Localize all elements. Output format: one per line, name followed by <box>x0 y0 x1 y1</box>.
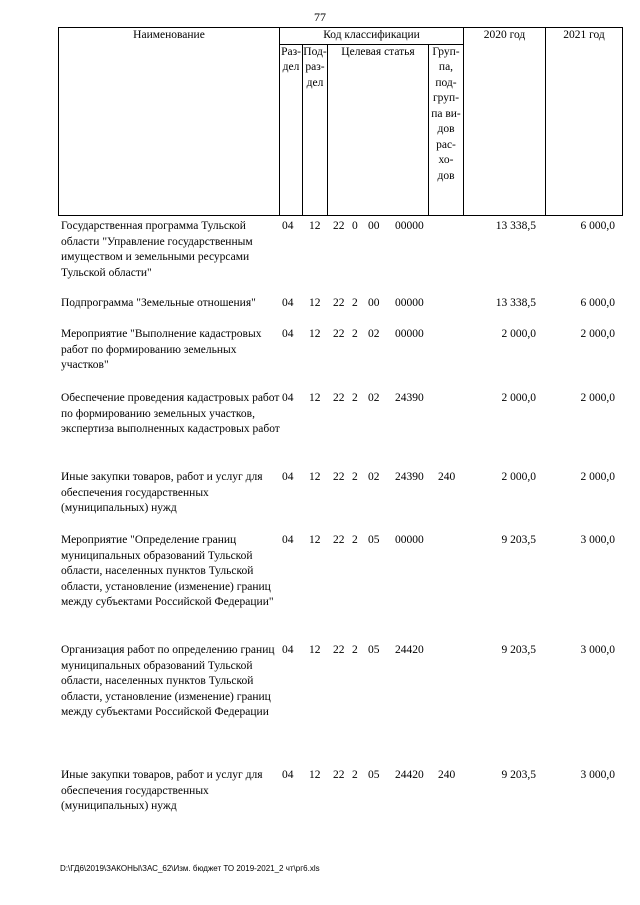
row-razdel: 04 <box>282 644 294 656</box>
row-cs-event: 00 <box>368 297 380 309</box>
row-razdel: 04 <box>282 471 294 483</box>
row-cs-event: 02 <box>368 471 380 483</box>
row-cs-subprogram: 2 <box>352 534 358 546</box>
row-cs-subprogram: 2 <box>352 471 358 483</box>
row-name: Подпрограмма "Земельные отношения" <box>61 297 256 309</box>
row-cs-event: 00 <box>368 220 380 232</box>
row-cs-subprogram: 2 <box>352 392 358 404</box>
row-razdel: 04 <box>282 328 294 340</box>
row-razdel: 04 <box>282 220 294 232</box>
row-cs-direction: 00000 <box>395 220 424 232</box>
row-2020: 9 203,5 <box>501 769 536 781</box>
row-podrazdel: 12 <box>309 328 321 340</box>
row-cs-direction: 00000 <box>395 297 424 309</box>
header-name: Наименование <box>59 28 280 216</box>
row-cs-program: 22 <box>333 328 345 340</box>
row-cs-direction: 00000 <box>395 534 424 546</box>
row-podrazdel: 12 <box>309 534 321 546</box>
row-podrazdel: 12 <box>309 644 321 656</box>
row-cs-program: 22 <box>333 769 345 781</box>
row-cs-direction: 24390 <box>395 392 424 404</box>
row-razdel: 04 <box>282 769 294 781</box>
row-2020: 2 000,0 <box>501 328 536 340</box>
row-2021: 2 000,0 <box>580 471 615 483</box>
row-name: Организация работ по определению границ муниципальных образований Тульской области, населенных пунктов Тульской области, установление (изменение) границ между субъектами Российской Федерации <box>61 644 275 718</box>
row-2021: 6 000,0 <box>580 297 615 309</box>
row-cs-program: 22 <box>333 220 345 232</box>
row-name: Государственная программа Тульской области "Управление государственным имуществом и земельными ресурсами Тульской области" <box>61 220 253 279</box>
row-2020: 9 203,5 <box>501 534 536 546</box>
row-2021: 3 000,0 <box>580 534 615 546</box>
row-2020: 9 203,5 <box>501 644 536 656</box>
row-cs-event: 05 <box>368 769 380 781</box>
row-cs-subprogram: 2 <box>352 644 358 656</box>
row-razdel: 04 <box>282 534 294 546</box>
row-cs-subprogram: 0 <box>352 220 358 232</box>
row-name: Обеспечение проведения кадастровых работ по формированию земельных участков, экспертиза выполненных кадастровых работ <box>61 392 280 435</box>
row-podrazdel: 12 <box>309 392 321 404</box>
row-2021: 2 000,0 <box>580 328 615 340</box>
row-cs-event: 05 <box>368 534 380 546</box>
row-cs-direction: 24420 <box>395 644 424 656</box>
row-razdel: 04 <box>282 297 294 309</box>
row-name: Иные закупки товаров, работ и услуг для обеспечения государственных (муниципальных) нужд <box>61 471 263 514</box>
row-cs-program: 22 <box>333 297 345 309</box>
row-name: Мероприятие "Определение границ муниципальных образований Тульской области, населенных пунктов Тульской области, установление (изменение) границ между субъектами Российской Федерации" <box>61 534 274 608</box>
row-vid: 240 <box>438 471 456 483</box>
file-path-footer: D:\ГД6\2019\ЗАКОНЫ\ЗАС_62\Изм. бюджет ТО 2019-2021_2 чт\рг6.xls <box>60 864 320 873</box>
row-cs-program: 22 <box>333 534 345 546</box>
row-2021: 3 000,0 <box>580 644 615 656</box>
header-2021: 2021 год <box>546 28 623 216</box>
header-code: Код классификации <box>280 28 464 45</box>
header-razdel: Раз- дел <box>280 44 303 215</box>
row-cs-subprogram: 2 <box>352 297 358 309</box>
row-cs-subprogram: 2 <box>352 328 358 340</box>
row-2020: 2 000,0 <box>501 471 536 483</box>
row-podrazdel: 12 <box>309 769 321 781</box>
row-cs-program: 22 <box>333 392 345 404</box>
header-celevaya: Целевая статья <box>328 44 429 215</box>
header-2020: 2020 год <box>464 28 546 216</box>
row-razdel: 04 <box>282 392 294 404</box>
header-vid: Груп- па, под- груп- па ви- дов рас- хо- дов <box>429 44 464 215</box>
row-cs-event: 05 <box>368 644 380 656</box>
header-podrazdel: Под- раз- дел <box>303 44 328 215</box>
row-cs-direction: 24390 <box>395 471 424 483</box>
row-cs-program: 22 <box>333 644 345 656</box>
row-podrazdel: 12 <box>309 471 321 483</box>
row-cs-event: 02 <box>368 328 380 340</box>
row-cs-event: 02 <box>368 392 380 404</box>
row-2021: 6 000,0 <box>580 220 615 232</box>
row-podrazdel: 12 <box>309 297 321 309</box>
row-2020: 2 000,0 <box>501 392 536 404</box>
row-2020: 13 338,5 <box>495 220 536 232</box>
row-cs-program: 22 <box>333 471 345 483</box>
row-vid: 240 <box>438 769 456 781</box>
row-2021: 3 000,0 <box>580 769 615 781</box>
table-header <box>58 27 623 216</box>
row-name: Иные закупки товаров, работ и услуг для обеспечения государственных (муниципальных) нужд <box>61 769 263 812</box>
row-2021: 2 000,0 <box>580 392 615 404</box>
row-podrazdel: 12 <box>309 220 321 232</box>
row-cs-direction: 24420 <box>395 769 424 781</box>
row-cs-direction: 00000 <box>395 328 424 340</box>
row-name: Мероприятие "Выполнение кадастровых работ по формированию земельных участков" <box>61 328 262 371</box>
row-2020: 13 338,5 <box>495 297 536 309</box>
page-number: 77 <box>314 10 326 24</box>
row-cs-subprogram: 2 <box>352 769 358 781</box>
